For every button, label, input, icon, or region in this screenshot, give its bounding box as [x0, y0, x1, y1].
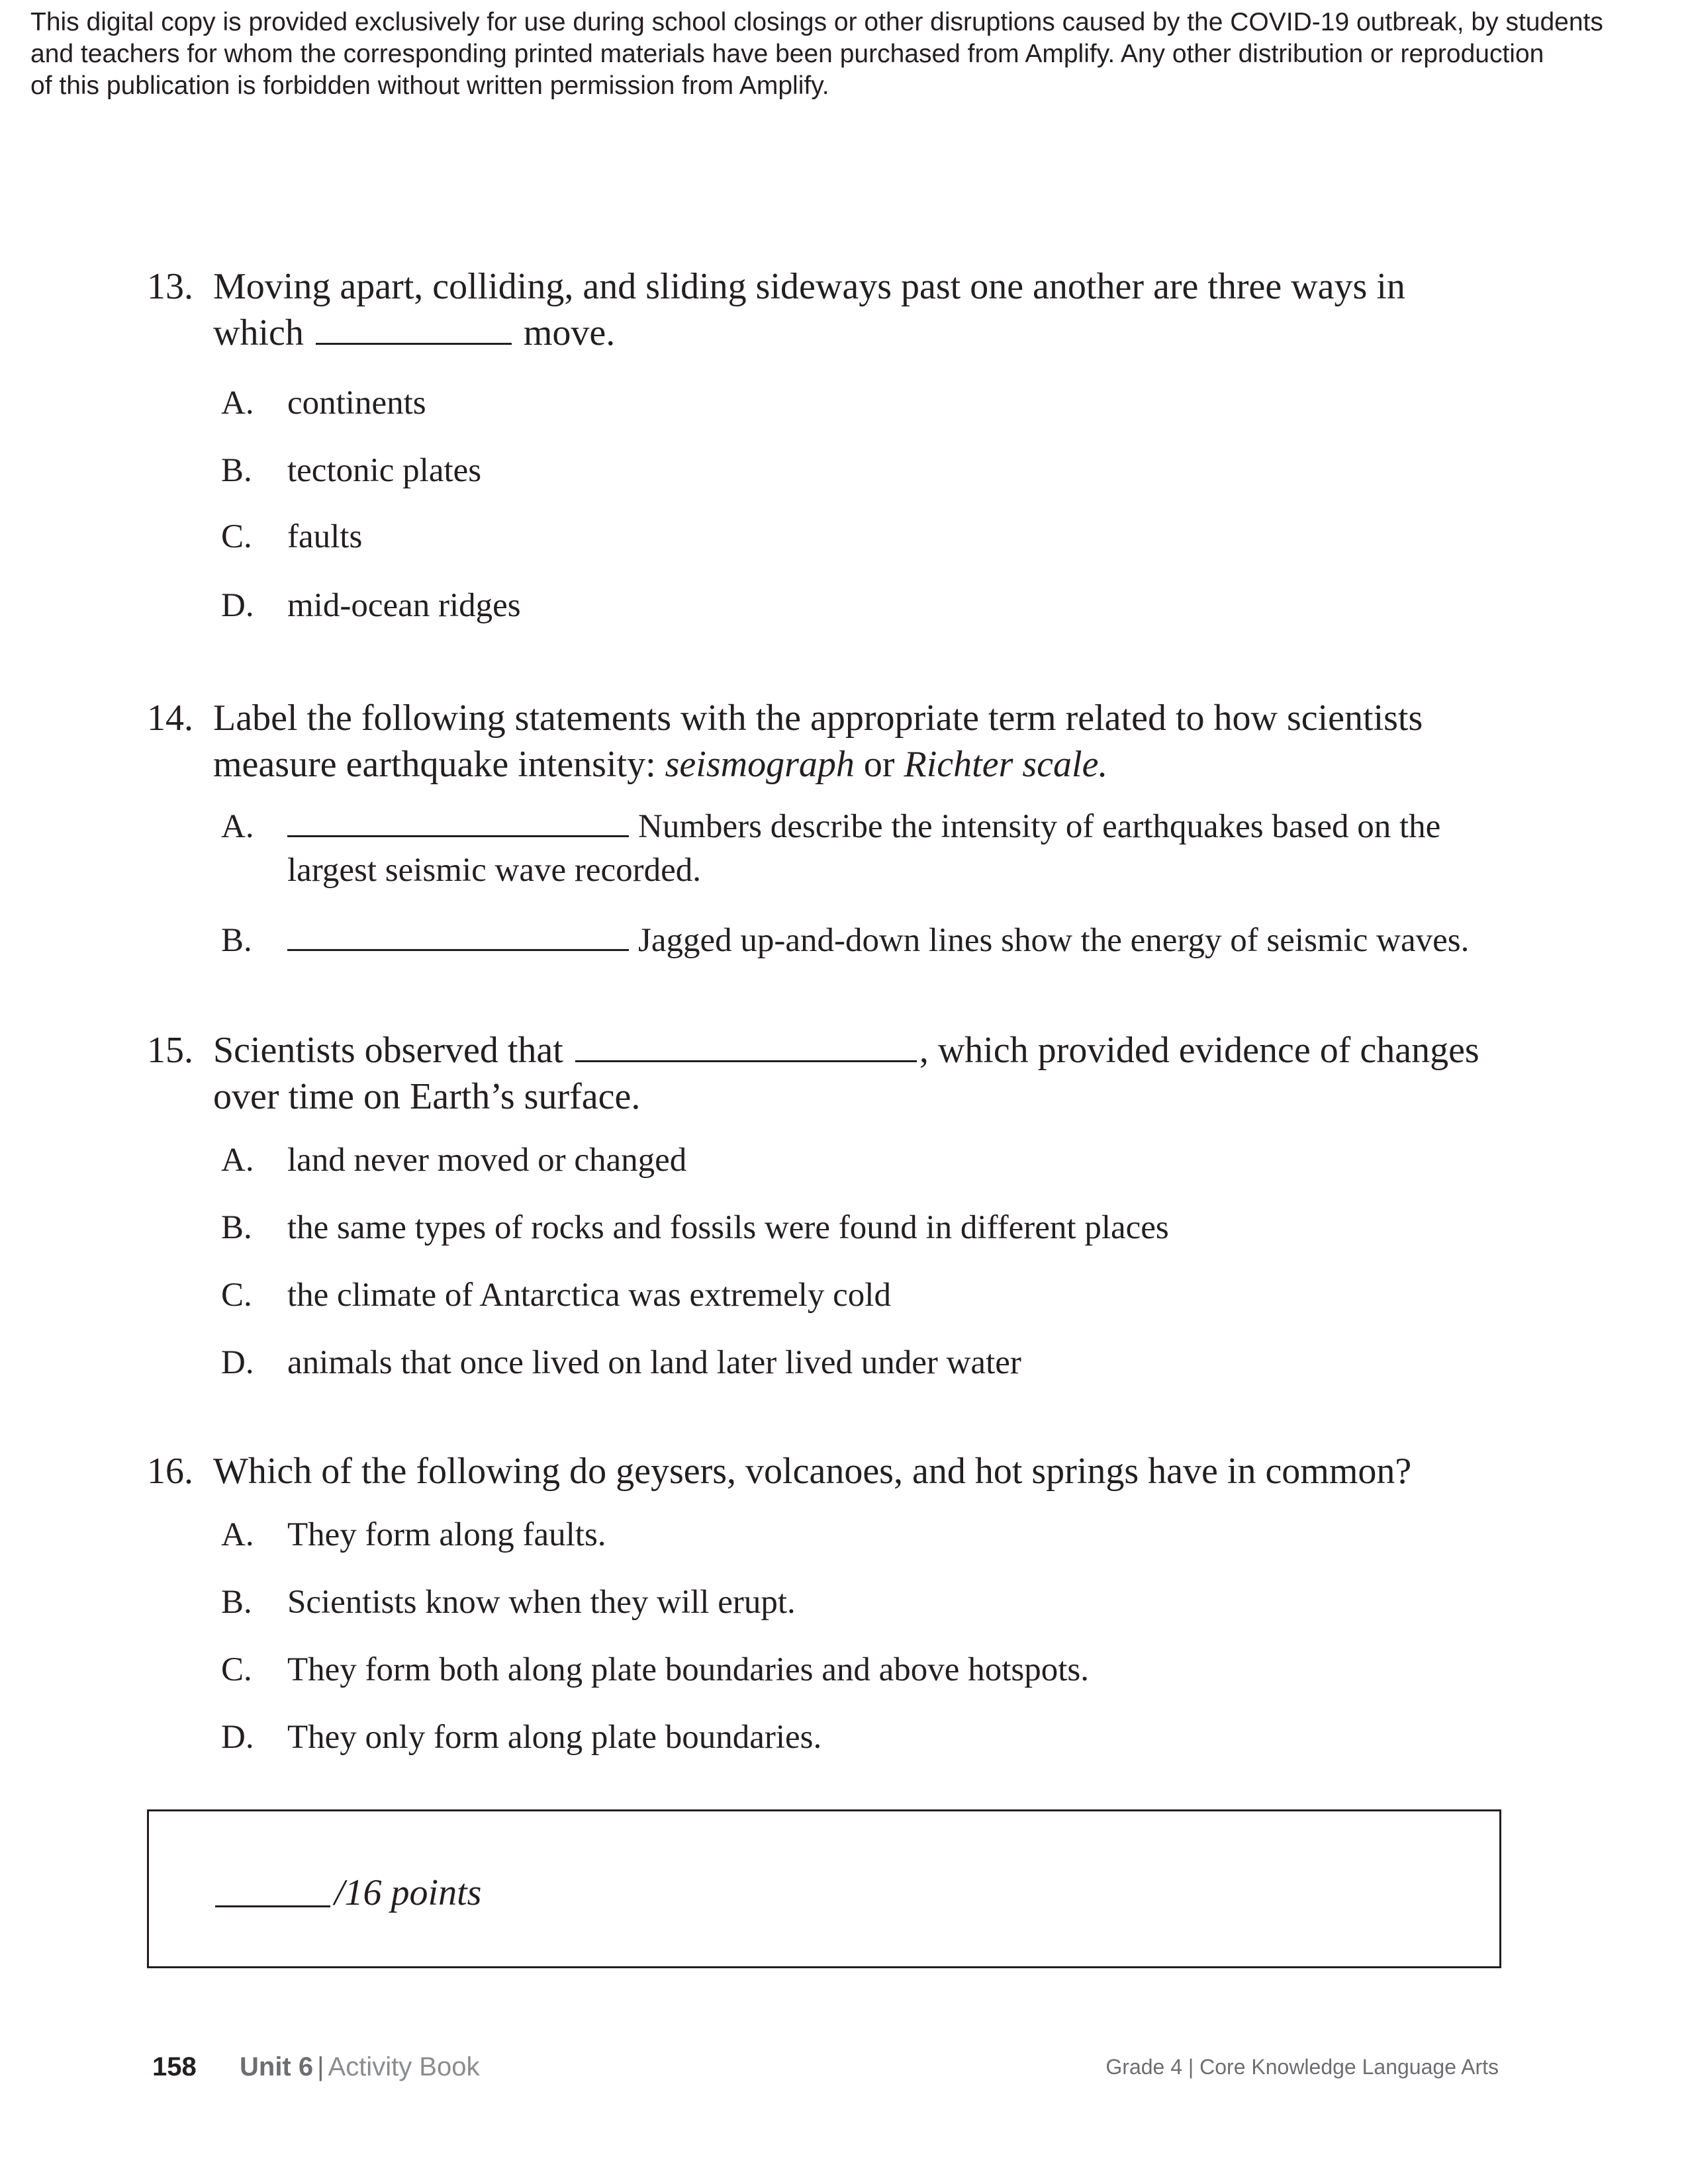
question-stem — [213, 263, 1504, 356]
option-text: They only form along plate boundaries. — [287, 1719, 822, 1756]
option-text: They form both along plate boundaries and above hotspots. — [287, 1651, 1089, 1688]
option-text: They form along faults. — [287, 1516, 606, 1553]
unit-label — [240, 2044, 479, 2090]
question-number: 13. — [147, 266, 193, 307]
notice-line: and teachers for whom the corresponding printed materials have been purchased from Amplify. Any other distribution or reproduction — [30, 40, 1544, 68]
option-b[interactable] — [0, 447, 1688, 494]
stem-text: or — [854, 744, 904, 785]
option-d[interactable] — [0, 1340, 1688, 1386]
stem-line — [213, 310, 1504, 356]
book-name: Activity Book — [328, 2052, 480, 2081]
stem-text: , which provided evidence of changes — [919, 1030, 1479, 1071]
option-text: Scientists know when they will erupt. — [287, 1584, 796, 1621]
option-letter: B. — [221, 1209, 252, 1246]
statement-letter: A. — [221, 808, 254, 845]
option-c[interactable] — [0, 1272, 1688, 1318]
option-c[interactable] — [0, 1647, 1688, 1693]
option-text: the climate of Antarctica was extremely cold — [287, 1277, 891, 1314]
statement-text: Numbers describe the intensity of earthquakes based on the largest seismic wave recorded. — [287, 808, 1441, 889]
stem-line — [213, 1027, 1504, 1073]
question-stem — [213, 1027, 1504, 1120]
option-letter: B. — [221, 1584, 252, 1621]
option-a[interactable] — [0, 380, 1688, 426]
unit-name: Unit 6 — [240, 2052, 314, 2081]
term-richter-scale: Richter scale. — [904, 744, 1108, 785]
stem-line — [213, 741, 1504, 788]
grade-info: Grade 4 | Core Knowledge Language Arts — [1105, 2055, 1499, 2079]
score-blank[interactable] — [215, 1905, 330, 1907]
option-a[interactable] — [0, 1137, 1688, 1183]
option-letter: C. — [221, 518, 252, 555]
page-number: 158 — [152, 2052, 197, 2081]
question-number: 15. — [147, 1030, 193, 1071]
option-a[interactable] — [0, 1512, 1688, 1558]
option-text: faults — [287, 518, 363, 555]
answer-blank[interactable] — [316, 342, 512, 345]
unit-separator: | — [317, 2052, 324, 2081]
option-c[interactable] — [0, 514, 1688, 560]
copyright-notice — [30, 7, 1659, 102]
notice-line: This digital copy is provided exclusively for use during school closings or other disruptions caused by the COVID-19 outbreak, by students — [30, 8, 1603, 36]
option-text: animals that once lived on land later lived under water — [287, 1344, 1021, 1381]
score-box — [147, 1809, 1501, 1968]
stem-line: Label the following statements with the appropriate term related to how scientists — [213, 698, 1423, 739]
option-letter: D. — [221, 587, 254, 624]
stem-line: Moving apart, colliding, and sliding sideways past one another are three ways in — [213, 266, 1405, 307]
option-b[interactable] — [0, 1579, 1688, 1625]
option-d[interactable] — [0, 582, 1688, 629]
option-letter: D. — [221, 1344, 254, 1381]
question-stem — [213, 1448, 1504, 1494]
option-letter: A. — [221, 1516, 254, 1553]
answer-blank[interactable] — [287, 835, 629, 837]
stem-line: over time on Earth’s surface. — [213, 1076, 641, 1117]
option-text: continents — [287, 385, 426, 422]
option-text: tectonic plates — [287, 452, 482, 489]
option-letter: A. — [221, 1142, 254, 1179]
question-stem — [213, 695, 1504, 788]
term-seismograph: seismograph — [665, 744, 855, 785]
question-number: 16. — [147, 1451, 193, 1492]
option-letter: C. — [221, 1277, 252, 1314]
stem-text: move. — [523, 312, 616, 353]
option-text: the same types of rocks and fossils were found in different places — [287, 1209, 1169, 1246]
option-letter: C. — [221, 1651, 252, 1688]
option-letter: B. — [221, 452, 252, 489]
statement-body — [287, 805, 1492, 892]
notice-line: of this publication is forbidden without written permission from Amplify. — [30, 71, 829, 100]
answer-blank[interactable] — [575, 1060, 917, 1062]
statement-letter: B. — [221, 922, 252, 959]
option-d[interactable] — [0, 1714, 1688, 1760]
option-letter: D. — [221, 1719, 254, 1756]
question-number: 14. — [147, 698, 193, 739]
option-b[interactable] — [0, 1205, 1688, 1251]
stem-text: measure earthquake intensity: — [213, 744, 665, 785]
option-text: land never moved or changed — [287, 1142, 687, 1179]
statement-text: Jagged up-and-down lines show the energy of seismic waves. — [638, 922, 1470, 959]
statement-body — [287, 919, 1492, 962]
stem-text: which — [213, 312, 304, 353]
option-text: mid-ocean ridges — [287, 587, 521, 624]
stem-line: Which of the following do geysers, volcanoes, and hot springs have in common? — [213, 1451, 1412, 1492]
stem-text: Scientists observed that — [213, 1030, 563, 1071]
answer-blank[interactable] — [287, 948, 629, 951]
option-letter: A. — [221, 385, 254, 422]
score-label: /16 points — [334, 1872, 482, 1913]
